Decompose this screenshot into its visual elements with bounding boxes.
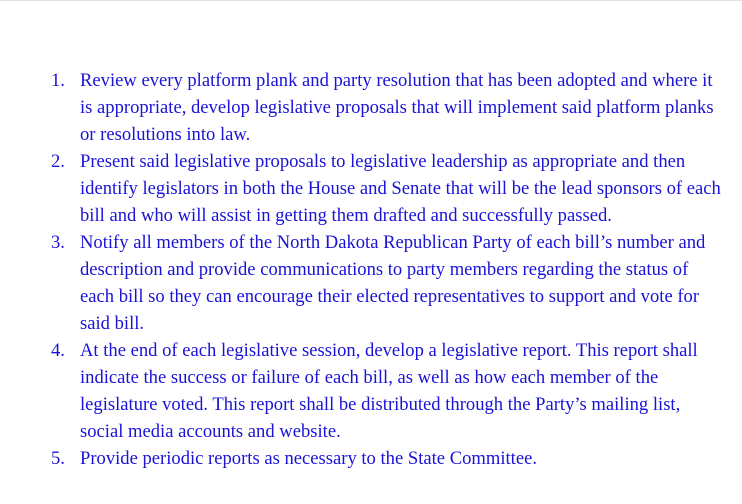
list-item-text: Present said legislative proposals to legislative leadership as appropriate and then identify legislators in both the House and Senate that will be the lead sponsors of each bill and who will assist in getting them drafted and successfully passed.	[80, 151, 721, 226]
list-item-number: 4.	[51, 340, 65, 361]
list-item	[0, 148, 742, 229]
list-item-number: 1.	[51, 70, 65, 91]
top-divider	[0, 0, 742, 1]
list-item-number: 5.	[51, 448, 65, 469]
list-item	[0, 229, 742, 337]
numbered-list	[0, 67, 742, 472]
list-item-number: 3.	[51, 232, 65, 253]
list-item	[0, 67, 742, 148]
list-item-text: Notify all members of the North Dakota Republican Party of each bill’s number and description and provide communications to party members regarding the status of each bill so they can encourage their elected representatives to support and vote for said bill.	[80, 232, 706, 334]
list-item-number: 2.	[51, 151, 65, 172]
list-item-text: Review every platform plank and party resolution that has been adopted and where it is appropriate, develop legislative proposals that will implement said platform planks or resolutions into law.	[80, 70, 714, 145]
list-item-text: At the end of each legislative session, develop a legislative report. This report shall indicate the success or failure of each bill, as well as how each member of the legislature voted. This report shall be distributed through the Party’s mailing list, social media accounts and website.	[80, 340, 698, 442]
list-item-text: Provide periodic reports as necessary to the State Committee.	[80, 448, 537, 469]
list-item	[0, 445, 742, 472]
list-item	[0, 337, 742, 445]
